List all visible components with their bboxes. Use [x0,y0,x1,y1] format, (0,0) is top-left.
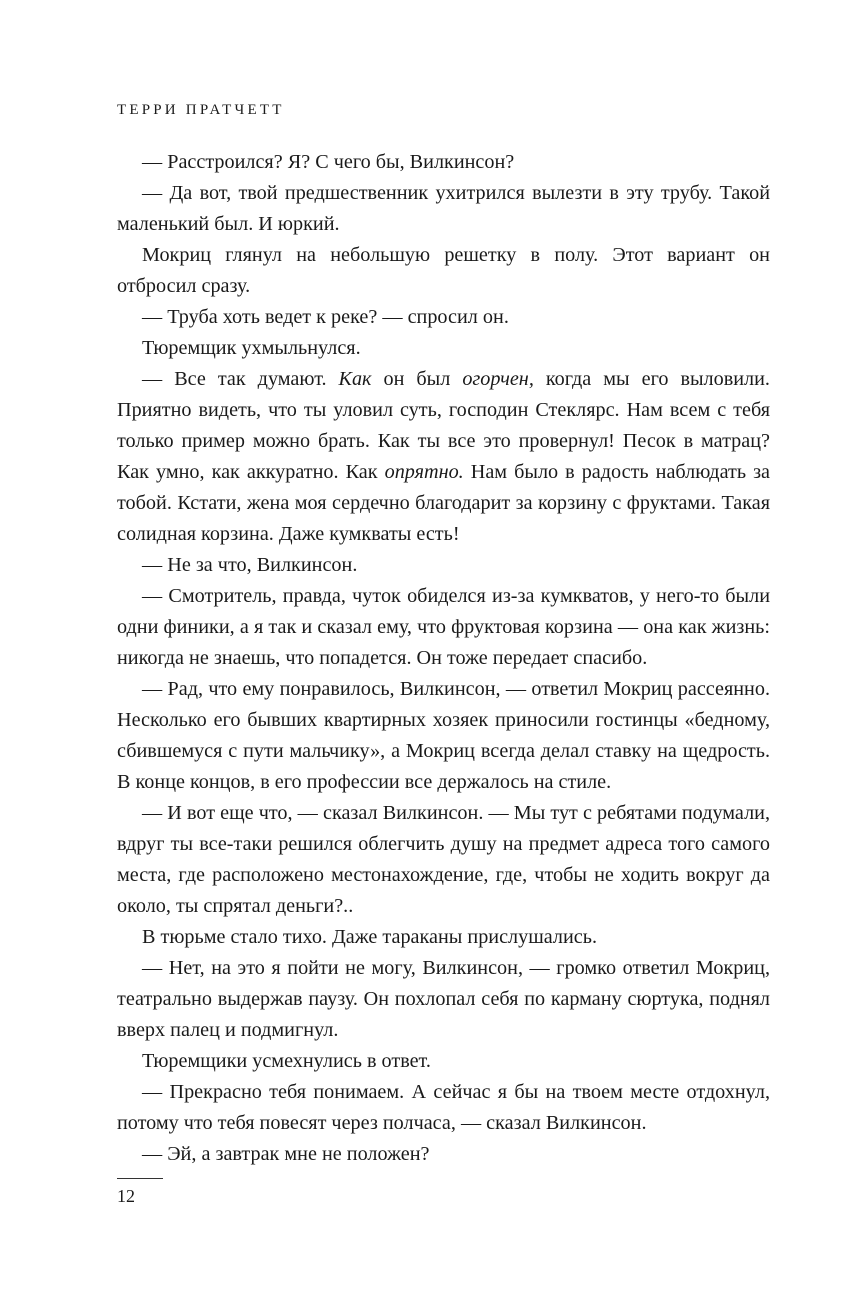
paragraph: В тюрьме стало тихо. Даже тараканы прислушались. [142,926,597,948]
text-span: Нам было в радость наблюдать за тобой. Кстати, жена моя сердечно благодарит за корзину с фруктами. Такая солидная корзина. Даже кумкваты есть! [117,461,771,545]
footer-divider [117,1178,163,1179]
paragraph: — Рад, что ему понравилось, Вилкинсон, — ответил Мокриц рассеянно. Несколько его бывших квартирных хозяек приносили гостинцы «бедному, сбившемуся с пути мальчику», а Мокриц всегда делал ставку на щедрость. В конце концов, в его профессии все держалось на стиле. [117,678,770,793]
paragraph: — И вот еще что, — сказал Вилкинсон. — Мы тут с ребятами подумали, вдруг ты все-таки решился облегчить душу на предмет адреса того самого места, где расположено местонахождение, где, чтобы не ходить вокруг да около, ты спрятал деньги?.. [117,802,770,917]
text-span: он был [371,368,463,390]
paragraph: Тюремщик ухмыльнулся. [142,337,361,359]
italic-emphasis: опрятно. [384,461,464,483]
paragraph: Мокриц глянул на небольшую решетку в полу. Этот вариант он отбросил сразу. [117,244,770,297]
paragraph: — Труба хоть ведет к реке? — спросил он. [142,306,509,328]
paragraph: — Смотритель, правда, чуток обиделся из-за кумкватов, у него-то были одни финики, а я так и сказал ему, что фруктовая корзина — она как жизнь: никогда не знаешь, что попадется. Он тоже передает спасибо. [117,585,770,669]
paragraph: — Нет, на это я пойти не могу, Вилкинсон, — громко ответил Мокриц, театрально выдержав паузу. Он похлопал себя по карману сюртука, поднял вверх палец и подмигнул. [117,957,770,1041]
italic-emphasis: Как [338,368,372,390]
paragraph: — Расстроился? Я? С чего бы, Вилкинсон? [142,151,515,173]
text-span: когда мы его выловили. Приятно видеть, что ты уловил суть, господин Стеклярс. Нам всем с тебя только пример можно брать. Как ты все это провернул! Песок в матрац? Как умно, как аккуратно. Как [117,368,770,483]
paragraph [117,364,770,550]
paragraph: — Прекрасно тебя понимаем. А сейчас я бы на твоем месте отдохнул, потому что тебя повесят через полчаса, — сказал Вилкинсон. [117,1081,770,1134]
body-text [117,147,770,1170]
paragraph: — Не за что, Вилкинсон. [142,554,358,576]
paragraph: — Эй, а завтрак мне не положен? [142,1143,430,1165]
paragraph: — Да вот, твой предшественник ухитрился вылезти в эту трубу. Такой маленький был. И юркий. [117,182,770,235]
page-number: 12 [117,1186,135,1206]
italic-emphasis: огорчен, [462,368,534,390]
text-span: — Все так думают. [142,368,339,390]
paragraph: Тюремщики усмехнулись в ответ. [142,1050,431,1072]
running-header: ТЕРРИ ПРАТЧЕТТ [117,102,285,118]
